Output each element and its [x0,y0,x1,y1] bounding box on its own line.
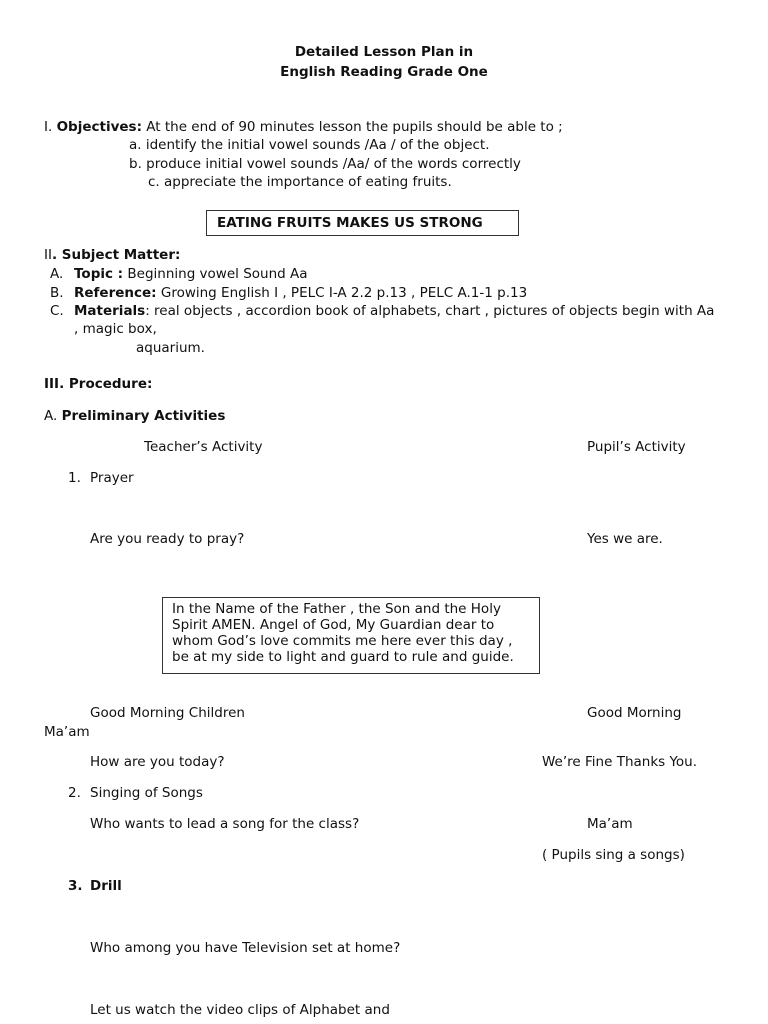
subject-item-label: Reference: [74,285,157,301]
step-drill [68,877,122,895]
subject-matter-numeral: II [44,247,52,263]
subject-item-text: Beginning vowel Sound Aa [123,266,308,282]
pupil-sing-note: ( Pupils sing a songs) [542,847,685,863]
subject-matter-heading [44,246,180,264]
step-marker: 1. [68,470,81,486]
doc-title-line2: English Reading Grade One [280,64,488,80]
step-singing [68,784,203,802]
teacher-tv-question: Who among you have Television set at home? [90,940,401,956]
teacher-watch-instruction: Let us watch the video clips of Alphabet and [90,1002,390,1018]
materials-continuation-2: aquarium. [136,340,205,356]
subject-matter-label: . Subject Matter: [51,247,181,263]
preliminary-label: Preliminary Activities [61,408,226,424]
subject-item-label: Topic : [74,266,124,282]
objectives-numeral: I. [44,119,53,135]
subject-item-topic [50,265,308,283]
materials-continuation-1: , magic box, [74,321,157,337]
subject-item-marker: B. [50,285,64,301]
subject-item-label: Materials [74,303,146,319]
pupil-ready-answer: Yes we are. [587,531,663,547]
step-label: Drill [90,878,122,894]
subject-item-text: : real objects , accordion book of alphabets, chart , pictures of objects begin with Aa [145,303,715,319]
teacher-how-question: How are you today? [90,754,225,770]
step-prayer [68,469,134,487]
subject-item-text: Growing English I , PELC I-A 2.2 p.13 , PELC A.1-1 p.13 [156,285,528,301]
objective-item-c: c. appreciate the importance of eating fruits. [148,174,452,190]
pupil-activity-column-header: Pupil’s Activity [587,439,686,455]
teacher-greeting: Good Morning Children [90,705,245,721]
preliminary-marker: A. [44,408,58,424]
teacher-lead-question: Who wants to lead a song for the class? [90,816,360,832]
objectives-label: Objectives: [56,119,142,135]
objective-item-a: a. identify the initial vowel sounds /Aa / of the object. [129,137,490,153]
objectives-intro: At the end of 90 minutes lesson the pupils should be able to ; [141,119,563,135]
pupil-greeting-reply: Good Morning [587,705,682,721]
subject-item-materials [50,302,714,320]
pupil-how-answer: We’re Fine Thanks You. [542,754,698,770]
theme-box: EATING FRUITS MAKES US STRONG [206,210,519,236]
doc-title-line1: Detailed Lesson Plan in [294,44,474,60]
pupil-lead-answer: Ma’am [587,816,633,832]
teacher-ready-question: Are you ready to pray? [90,531,245,547]
procedure-heading: III. Procedure: [44,376,153,392]
step-marker: 3. [68,878,83,894]
objectives-line [44,118,563,136]
pupil-greeting-reply-continued: Ma’am [44,724,90,740]
prayer-text-box [162,597,540,674]
subject-item-marker: C. [50,303,64,319]
step-marker: 2. [68,785,81,801]
prayer-text: In the Name of the Father , the Son and the Holy Spirit AMEN. Angel of God, My Guardian dear to whom God’s love commits me here ever this day , be at my side to light and guard to rule and guide. [172,601,514,665]
objective-item-b: b. produce initial vowel sounds /Aa/ of the words correctly [129,156,521,172]
subject-item-marker: A. [50,266,64,282]
subject-item-reference [50,284,527,302]
step-label: Singing of Songs [90,785,203,801]
preliminary-heading [44,407,225,425]
teacher-activity-column-header: Teacher’s Activity [144,439,263,455]
step-label: Prayer [90,470,134,486]
